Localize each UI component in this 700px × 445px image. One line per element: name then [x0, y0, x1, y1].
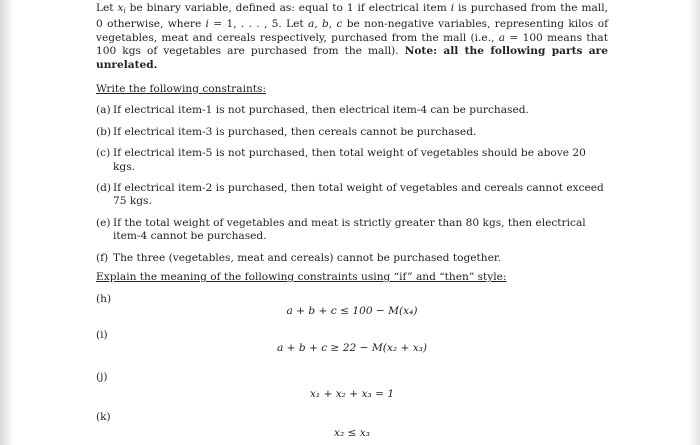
equation: a + b + c ≥ 22 − M(x₂ + x₃): [276, 341, 428, 354]
equation: x₂ ≤ x₃: [333, 426, 371, 439]
left-page-shadow: [0, 0, 14, 445]
right-page-shadow: [688, 0, 700, 445]
note-text: Note: all the following parts are unrelated.: [96, 45, 608, 71]
constraint-item: (a) If electrical item-1 is not purchased, then electrical item-4 can be purchased.: [96, 104, 529, 117]
explain-item: (k) x₂ ≤ x₃: [96, 411, 608, 441]
intro-paragraph: Let $x_i$ be binary variable, defined as: equal to 1 if electrical item i is purchased from the mall, 0 otherwise, where i = 1, . . . , 5. Let a, b, c be non-negative variables, representing kilos of vegetables, meat and cereals respectively, purchased from the mall (i.e., a = 100 means that 100 kgs of vegetables are purchased from the mall). Note: all the following parts are unrelated.: [96, 2, 608, 71]
equation: x₁ + x₂ + x₃ = 1: [309, 387, 395, 400]
constraint-item: (d) If electrical item-2 is purchased, then total weight of vegetables and cereals cannot exceed 75 kgs.: [96, 182, 604, 208]
constraint-item: (e) If the total weight of vegetables and meat is strictly greater than 80 kgs, then electrical item-4 cannot be purchased.: [96, 216, 586, 243]
constraint-item: (c) If electrical item-5 is not purchased, then total weight of vegetables should be above 20 kgs.: [96, 147, 586, 173]
explain-item: (h) a + b + c ≤ 100 − M(x₄): [96, 293, 608, 321]
equation: a + b + c ≤ 100 − M(x₄): [286, 304, 418, 317]
explain-heading: Explain the meaning of the following constraints using “if” and “then” style:: [96, 271, 507, 284]
document-page: [96, 2, 608, 441]
explain-item: (j) x₁ + x₂ + x₃ = 1: [96, 371, 608, 407]
constraint-item: (b) If electrical item-3 is purchased, then cereals cannot be purchased.: [96, 125, 477, 138]
constraint-item: (f) The three (vegetables, meat and cereals) cannot be purchased together.: [96, 251, 502, 264]
explain-item: (i) a + b + c ≥ 22 − M(x₂ + x₃): [96, 329, 608, 363]
constraints-heading: Write the following constraints:: [96, 83, 267, 96]
